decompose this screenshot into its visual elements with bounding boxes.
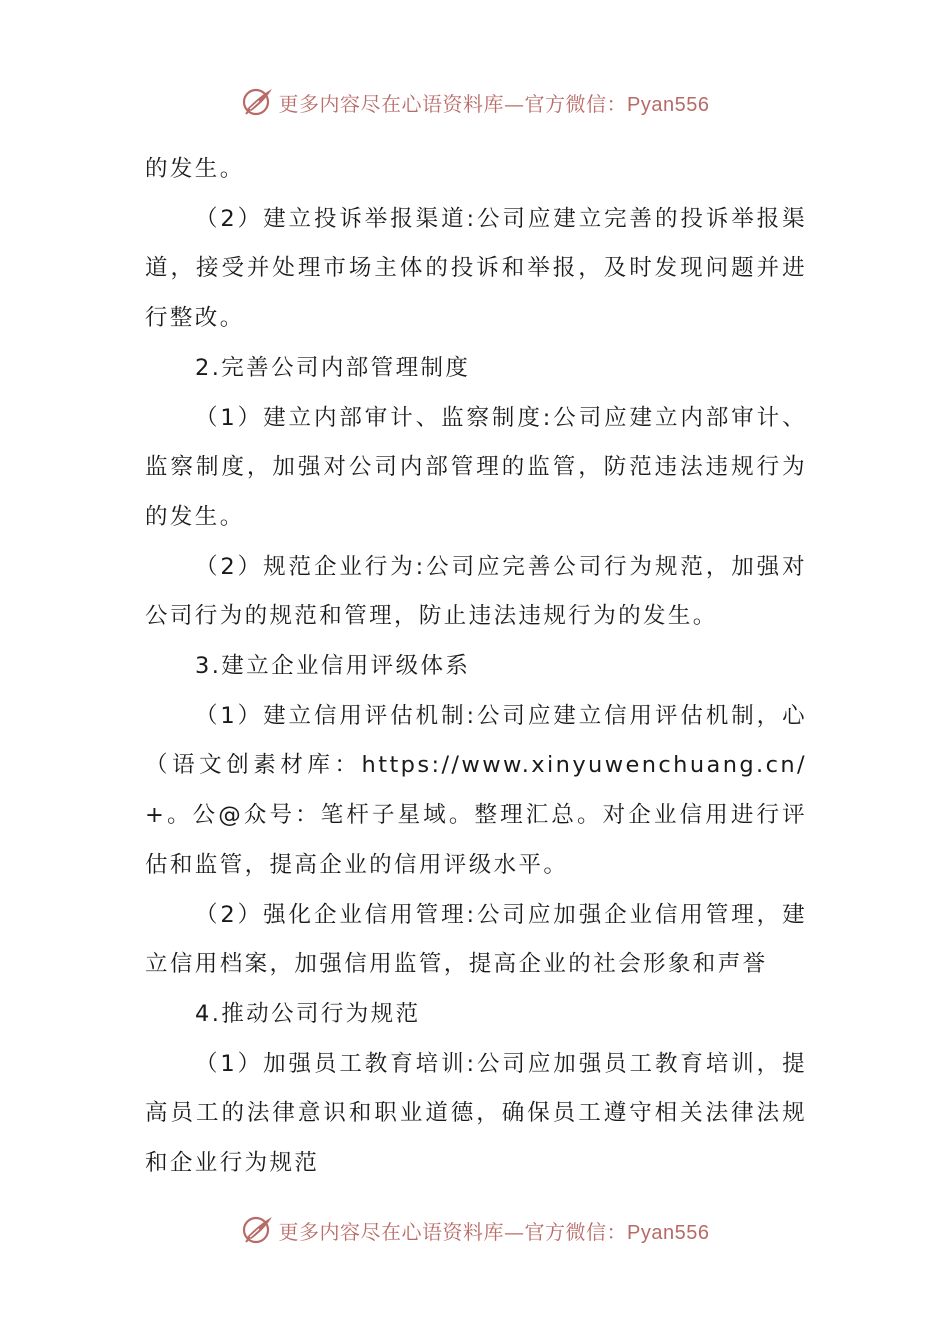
paragraph: （1）建立信用评估机制:公司应建立信用评估机制，心（语文创素材库：https://www.xinyuwenchuang.cn/+。公@众号：笔杆子星域。整理汇总。对企业信用进行评估和监管，提高企业的信用评级水平。 [145,702,807,878]
paragraph: （2）强化企业信用管理:公司应加强企业信用管理，建立信用档案，加强信用监管，提高企业的社会形象和声誉 [145,901,807,978]
section-heading: 2.完善公司内部管理制度 [195,354,471,381]
quill-logo-icon [241,85,275,119]
paragraph: （2）规范企业行为:公司应完善公司行为规范，加强对公司行为的规范和管理，防止违法违规行为的发生。 [145,553,807,630]
header-banner-text: 更多内容尽在心语资料库—官方微信：Pyan556 [278,91,710,116]
section-heading: 3.建立企业信用评级体系 [195,653,471,680]
footer-banner [0,1210,950,1250]
section-heading: 4.推动公司行为规范 [195,1000,421,1027]
document-body [145,145,807,1189]
footer-banner-text: 更多内容尽在心语资料库—官方微信：Pyan556 [278,1219,710,1244]
quill-logo-icon [241,1213,275,1247]
paragraph: 的发生。 [145,156,245,182]
paragraph: （2）建立投诉举报渠道:公司应建立完善的投诉举报渠道，接受并处理市场主体的投诉和举报，及时发现问题并进行整改。 [145,205,807,332]
paragraph: （1）建立内部审计、监察制度:公司应建立内部审计、监察制度，加强对公司内部管理的监管，防范违法违规行为的发生。 [145,404,807,530]
paragraph: （1）加强员工教育培训:公司应加强员工教育培训，提高员工的法律意识和职业道德，确保员工遵守相关法律法规和企业行为规范 [145,1050,807,1177]
header-banner [0,82,950,122]
